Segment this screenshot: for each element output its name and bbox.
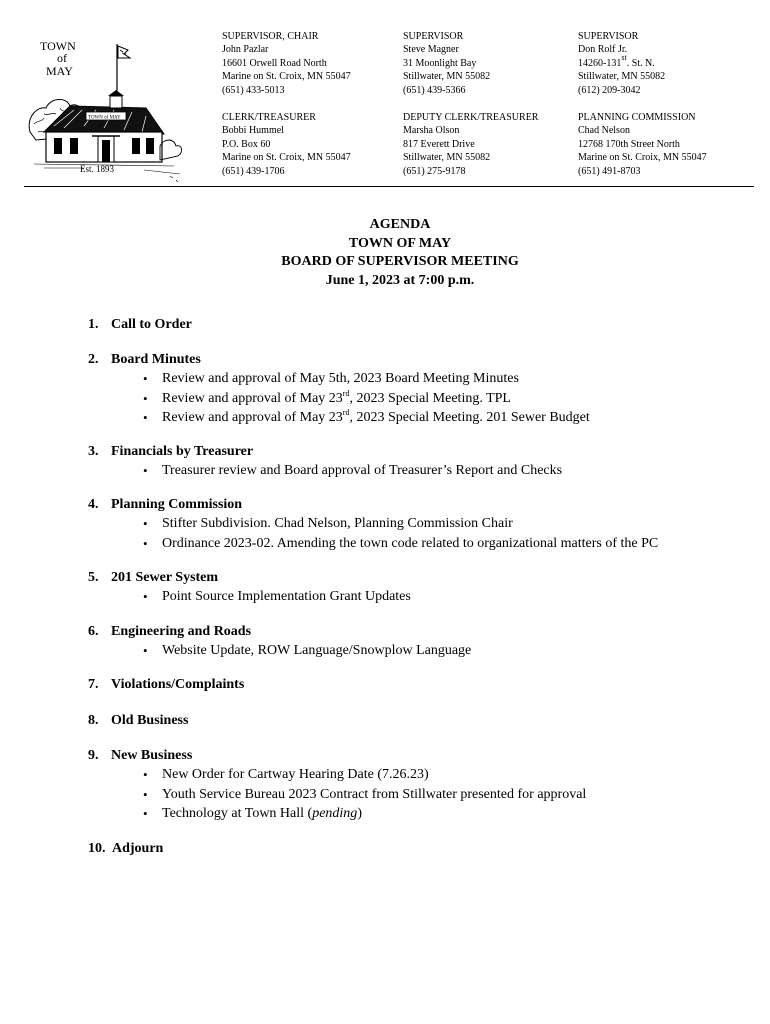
logo-word-of: of: [57, 51, 67, 65]
subpoint: • Point Source Implementation Grant Updates: [88, 587, 758, 607]
agenda-item: [88, 747, 758, 824]
contact-phone: (651) 491-8703: [578, 165, 641, 177]
logo-word-town: TOWN: [40, 39, 76, 53]
contact-phone: (651) 439-5366: [403, 84, 466, 96]
subpoint: • Technology at Town Hall (pending): [88, 804, 758, 824]
logo-sign-text: TOWN of MAY: [88, 115, 121, 121]
agenda-title: [0, 216, 770, 290]
title-line-town: TOWN OF MAY: [348, 235, 452, 251]
logo-established: Est. 1893: [80, 164, 115, 174]
subpoint: • Review and approval of May 5th, 2023 Board Meeting Minutes: [88, 369, 758, 389]
agenda-item: [88, 712, 758, 730]
contact-phone: (651) 439-1706: [222, 165, 285, 177]
contact-supervisor-magner: [403, 30, 490, 97]
item-number: 7.: [88, 677, 99, 692]
contact-planning-commission: [578, 111, 707, 178]
contact-city: Stillwater, MN 55082: [403, 152, 491, 164]
contact-role: DEPUTY CLERK/TREASURER: [403, 112, 539, 123]
schoolhouse-illustration: [24, 36, 184, 186]
item-subpoints: [88, 461, 758, 481]
contact-address: 12768 170th Street North: [578, 138, 680, 150]
contact-phone: (651) 433-5013: [222, 84, 285, 96]
item-number: 1.: [88, 317, 99, 332]
contact-role: SUPERVISOR, CHAIR: [222, 31, 319, 42]
item-subpoints: [88, 369, 758, 428]
contact-name: John Pazlar: [222, 44, 269, 56]
contact-name: Marsha Olson: [403, 125, 460, 137]
agenda-item: [88, 569, 758, 607]
contact-city: Stillwater, MN 55082: [403, 71, 491, 83]
agenda-items: [88, 316, 758, 858]
item-number: 5.: [88, 570, 99, 585]
contact-name: Bobbi Hummel: [222, 125, 284, 137]
contact-address: 31 Moonlight Bay: [403, 57, 477, 69]
contact-address: P.O. Box 60: [222, 138, 271, 150]
item-number: 6.: [88, 623, 99, 639]
item-title: Old Business: [111, 713, 189, 728]
item-title: 201 Sewer System: [111, 570, 219, 585]
item-title: New Business: [111, 748, 193, 763]
item-subpoints: [88, 765, 758, 824]
subpoint: • Website Update, ROW Language/Snowplow Language: [88, 641, 758, 661]
contact-role: SUPERVISOR: [403, 31, 464, 42]
agenda-item: [88, 443, 758, 481]
item-title: Board Minutes: [111, 352, 201, 367]
subpoint: • Treasurer review and Board approval of Treasurer’s Report and Checks: [88, 461, 758, 481]
contact-role: CLERK/TREASURER: [222, 112, 316, 123]
subpoint: • New Order for Cartway Hearing Date (7.26.23): [88, 765, 758, 785]
item-subpoints: [88, 641, 758, 661]
contact-role: SUPERVISOR: [578, 31, 639, 42]
subpoint: • Review and approval of May 23rd, 2023 Special Meeting. TPL: [88, 389, 758, 409]
item-subpoints: [88, 514, 758, 553]
contact-deputy-clerk: [403, 111, 538, 178]
item-title: Adjourn: [112, 840, 164, 856]
contact-name: Steve Magner: [403, 44, 459, 56]
subpoint: • Ordinance 2023-02. Amending the town code related to organizational matters of the PC: [88, 534, 758, 554]
contact-phone: (612) 209-3042: [578, 84, 641, 96]
contact-supervisor-chair: [222, 30, 351, 97]
item-number: 4.: [88, 497, 99, 512]
agenda-item: [88, 840, 758, 858]
contact-city: Stillwater, MN 55082: [578, 71, 666, 83]
contact-address: 14260-131st. St. N.: [578, 52, 655, 69]
item-number: 10.: [88, 840, 106, 856]
agenda-item: [88, 351, 758, 428]
agenda-item: [88, 623, 758, 661]
subpoint: • Stifter Subdivision. Chad Nelson, Planning Commission Chair: [88, 514, 758, 534]
header-divider: [24, 186, 754, 187]
item-subpoints: [88, 587, 758, 607]
agenda-item: [88, 676, 758, 694]
agenda-item: [88, 496, 758, 553]
contact-phone: (651) 275-9178: [403, 165, 466, 177]
agenda-item: [88, 316, 758, 334]
contact-role: PLANNING COMMISSION: [578, 112, 696, 123]
contact-city: Marine on St. Croix, MN 55047: [222, 152, 351, 164]
item-title: Planning Commission: [111, 497, 243, 512]
town-logo: [24, 36, 184, 186]
item-title: Call to Order: [111, 317, 192, 332]
item-title: Engineering and Roads: [111, 623, 252, 639]
contact-clerk-treasurer: [222, 111, 351, 178]
item-title: Violations/Complaints: [111, 677, 245, 692]
item-number: 9.: [88, 748, 99, 763]
subpoint: • Review and approval of May 23rd, 2023 Special Meeting. 201 Sewer Budget: [88, 408, 758, 428]
item-number: 8.: [88, 713, 99, 728]
item-number: 2.: [88, 352, 99, 367]
logo-word-may: MAY: [46, 64, 73, 78]
contact-address: 16601 Orwell Road North: [222, 57, 327, 69]
officials-directory: [222, 30, 762, 180]
item-title: Financials by Treasurer: [111, 443, 254, 459]
contact-city: Marine on St. Croix, MN 55047: [222, 71, 351, 83]
item-number: 3.: [88, 443, 99, 459]
title-line-date: June 1, 2023 at 7:00 p.m.: [325, 272, 475, 288]
contact-city: Marine on St. Croix, MN 55047: [578, 152, 707, 164]
contact-address: 817 Everett Drive: [403, 138, 475, 150]
title-line-agenda: AGENDA: [369, 217, 431, 232]
contact-name: Chad Nelson: [578, 125, 630, 137]
contact-supervisor-rolf: [578, 30, 665, 97]
subpoint: • Youth Service Bureau 2023 Contract from Stillwater presented for approval: [88, 785, 758, 805]
contact-name: Don Rolf Jr.: [578, 44, 628, 56]
title-line-meeting: BOARD OF SUPERVISOR MEETING: [281, 254, 519, 270]
